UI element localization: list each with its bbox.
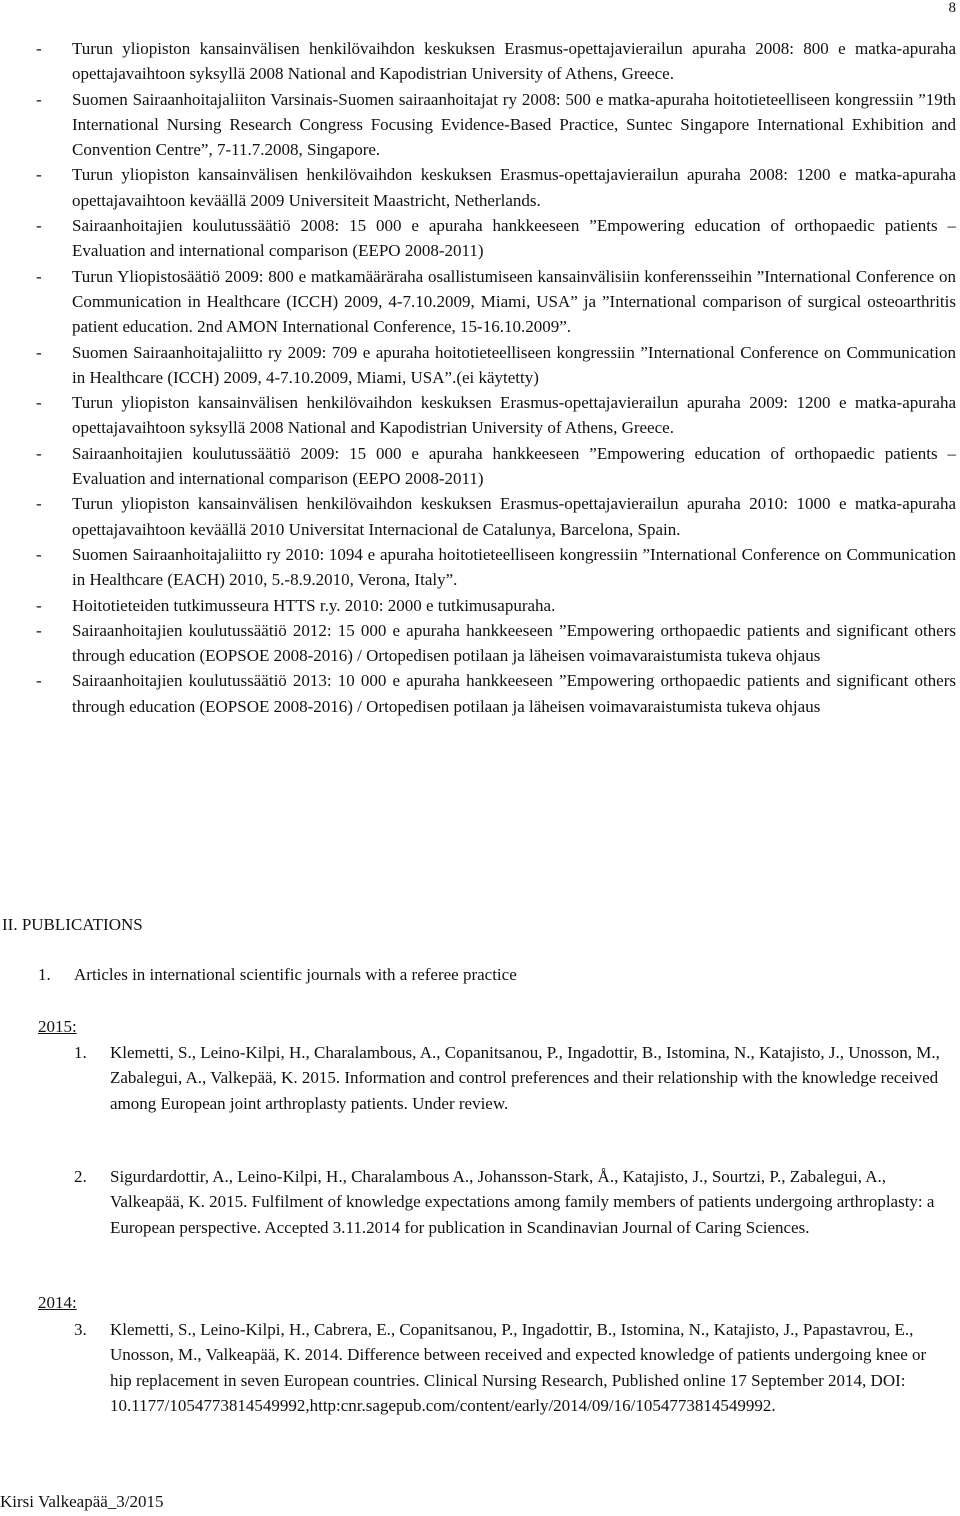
publication-text: Sigurdardottir, A., Leino-Kilpi, H., Charalambous A., Johansson-Stark, Å., Katajisto, J., Sourtzi, P., Zabalegui, A., Valkeapää, K. 2015. Fulfilment of knowledge expectations among family members of patients undergoing arthroplasty: a European perspective. Accepted 3.11.2014 for publication in Scandinavian Journal of Caring Sciences. bbox=[110, 1167, 935, 1237]
list-bullet: - bbox=[36, 266, 42, 286]
grant-item bbox=[36, 618, 956, 669]
grant-text: Turun yliopiston kansainvälisen henkilövaihdon keskuksen Erasmus-opettajavierailun apuraha 2009: 1200 e matka-apuraha opettajavaihtoon syksyllä 2008 National and Kapodistrian University of Athens, Greece. bbox=[72, 393, 956, 438]
grant-text: Sairaanhoitajien koulutussäätiö 2009: 15 000 e apuraha hankkeeseen ”Empowering education of orthopaedic patients – Evaluation and international comparison (EEPO 2008-2011) bbox=[72, 443, 956, 489]
subsection-number: 1. bbox=[38, 965, 51, 984]
grant-text: Sairaanhoitajien koulutussäätiö 2013: 10 000 e apuraha hankkeeseen ”Empowering orthopaedic patients and significant others through education (EOPSOE 2008-2016) / Ortopedisen potilaan ja läheisen voimavaraistumista tukeva ohjaus bbox=[72, 671, 956, 716]
grant-text: Turun yliopiston kansainvälisen henkilövaihdon keskuksen Erasmus-opettajavierailun apuraha 2008: 800 e matka-apuraha opettajavaihtoon syksyllä 2008 National and Kapodistrian University of Athens, Greece. bbox=[72, 39, 956, 84]
grant-text: Turun yliopiston kansainvälisen henkilövaihdon keskuksen Erasmus-opettajavierailun apuraha 2008: 1200 e matka-apuraha opettajavaihtoon keväällä 2009 Universiteit Maastricht, Netherlands. bbox=[72, 165, 956, 210]
grant-item bbox=[36, 491, 956, 542]
publication-item bbox=[74, 1317, 950, 1418]
list-bullet: - bbox=[36, 494, 42, 514]
grant-item bbox=[36, 340, 956, 391]
grant-item bbox=[36, 593, 956, 618]
publication-number: 2. bbox=[74, 1167, 87, 1186]
list-bullet: - bbox=[36, 595, 42, 615]
list-bullet: - bbox=[36, 620, 42, 640]
publication-item bbox=[74, 1040, 950, 1116]
grant-text: Suomen Sairaanhoitajaliitto ry 2010: 1094 e apuraha hoitotieteelliseen kongressiin ”International Conference on Communication in Healthcare (EACH) 2010, 5.-8.9.2010, Verona, Italy”. bbox=[72, 544, 956, 590]
grant-item bbox=[36, 390, 956, 441]
subsection-heading bbox=[38, 962, 517, 987]
list-bullet: - bbox=[36, 671, 42, 691]
subsection-title: Articles in international scientific journals with a referee practice bbox=[74, 965, 517, 984]
page-footer: Kirsi Valkeapää_3/2015 bbox=[0, 1492, 164, 1511]
publication-number: 3. bbox=[74, 1320, 87, 1339]
list-bullet: - bbox=[36, 39, 42, 58]
grant-item bbox=[36, 264, 956, 340]
publication-item bbox=[74, 1164, 950, 1240]
page-number: 8 bbox=[948, 0, 956, 16]
year-label-2015: 2015: bbox=[38, 1017, 77, 1036]
grant-item bbox=[36, 542, 956, 593]
grant-text: Turun Yliopistosäätiö 2009: 800 e matkamääräraha osallistumiseen kansainvälisiin konferensseihin ”International Conference on Communication in Healthcare (ICCH) 2009, 4-7.10.2009, Miami, USA” ja ”International comparison of surgical osteoarthritis patient education. 2nd AMON International Conference, 15-16.10.2009”. bbox=[72, 266, 956, 337]
grant-item bbox=[36, 668, 956, 719]
list-bullet: - bbox=[36, 89, 42, 109]
section-heading: II. PUBLICATIONS bbox=[2, 915, 143, 934]
list-bullet: - bbox=[36, 443, 42, 463]
grant-item bbox=[36, 441, 956, 492]
list-bullet: - bbox=[36, 216, 42, 236]
grant-text: Sairaanhoitajien koulutussäätiö 2012: 15 000 e apuraha hankkeeseen ”Empowering orthopaedic patients and significant others through education (EOPSOE 2008-2016) / Ortopedisen potilaan ja läheisen voimavaraistumista tukeva ohjaus bbox=[72, 620, 956, 666]
list-bullet: - bbox=[36, 165, 42, 185]
grant-text: Suomen Sairaanhoitajaliiton Varsinais-Suomen sairaanhoitajat ry 2008: 500 e matka-apuraha hoitotieteelliseen kongressiin ”19th International Nursing Research Congress Focusing Evidence-Based Practice, Suntec Singapore International Exhibition and Convention Centre”, 7-11.7.2008, Singapore. bbox=[72, 89, 956, 160]
year-label-2014: 2014: bbox=[38, 1293, 77, 1312]
grant-text: Sairaanhoitajien koulutussäätiö 2008: 15 000 e apuraha hankkeeseen ”Empowering education of orthopaedic patients – Evaluation and international comparison (EEPO 2008-2011) bbox=[72, 216, 956, 261]
list-bullet: - bbox=[36, 393, 42, 413]
publication-text: Klemetti, S., Leino-Kilpi, H., Charalambous, A., Copanitsanou, P., Ingadottir, B., Istomina, N., Katajisto, J., Unosson, M., Zabalegui, A., Valkepää, K. 2015. Information and control preferences and their relationship with the knowledge received among European joint arthroplasty patients. Under review. bbox=[110, 1043, 940, 1113]
grant-item bbox=[36, 36, 956, 87]
grant-list bbox=[36, 36, 956, 719]
grant-text: Hoitotieteiden tutkimusseura HTTS r.y. 2010: 2000 e tutkimusapuraha. bbox=[72, 595, 556, 615]
grant-item bbox=[36, 162, 956, 213]
list-bullet: - bbox=[36, 544, 42, 564]
publication-number: 1. bbox=[74, 1043, 87, 1062]
list-bullet: - bbox=[36, 342, 42, 362]
grant-text: Suomen Sairaanhoitajaliitto ry 2009: 709 e apuraha hoitotieteelliseen kongressiin ”International Conference on Communication in Healthcare (ICCH) 2009, 4-7.10.2009, Miami, USA”.(ei käytetty) bbox=[72, 342, 956, 387]
grant-item bbox=[36, 87, 956, 163]
publication-text: Klemetti, S., Leino-Kilpi, H., Cabrera, E., Copanitsanou, P., Ingadottir, B., Istomina, N., Katajisto, J., Papastavrou, E., Unosson, M., Valkeapää, K. 2014. Difference between received and expected knowledge of patients undergoing knee or hip replacement in seven European countries. Clinical Nursing Research, Published online 17 September 2014, DOI: 10.1177/1054773814549992,http:cnr.sagepub.com/content/early/2014/09/16/1054773814549992. bbox=[110, 1320, 927, 1415]
grant-item bbox=[36, 213, 956, 264]
grant-text: Turun yliopiston kansainvälisen henkilövaihdon keskuksen Erasmus-opettajavierailun apuraha 2010: 1000 e matka-apuraha opettajavaihtoon keväällä 2010 Universitat Internacional de Catalunya, Barcelona, Spain. bbox=[72, 494, 956, 539]
